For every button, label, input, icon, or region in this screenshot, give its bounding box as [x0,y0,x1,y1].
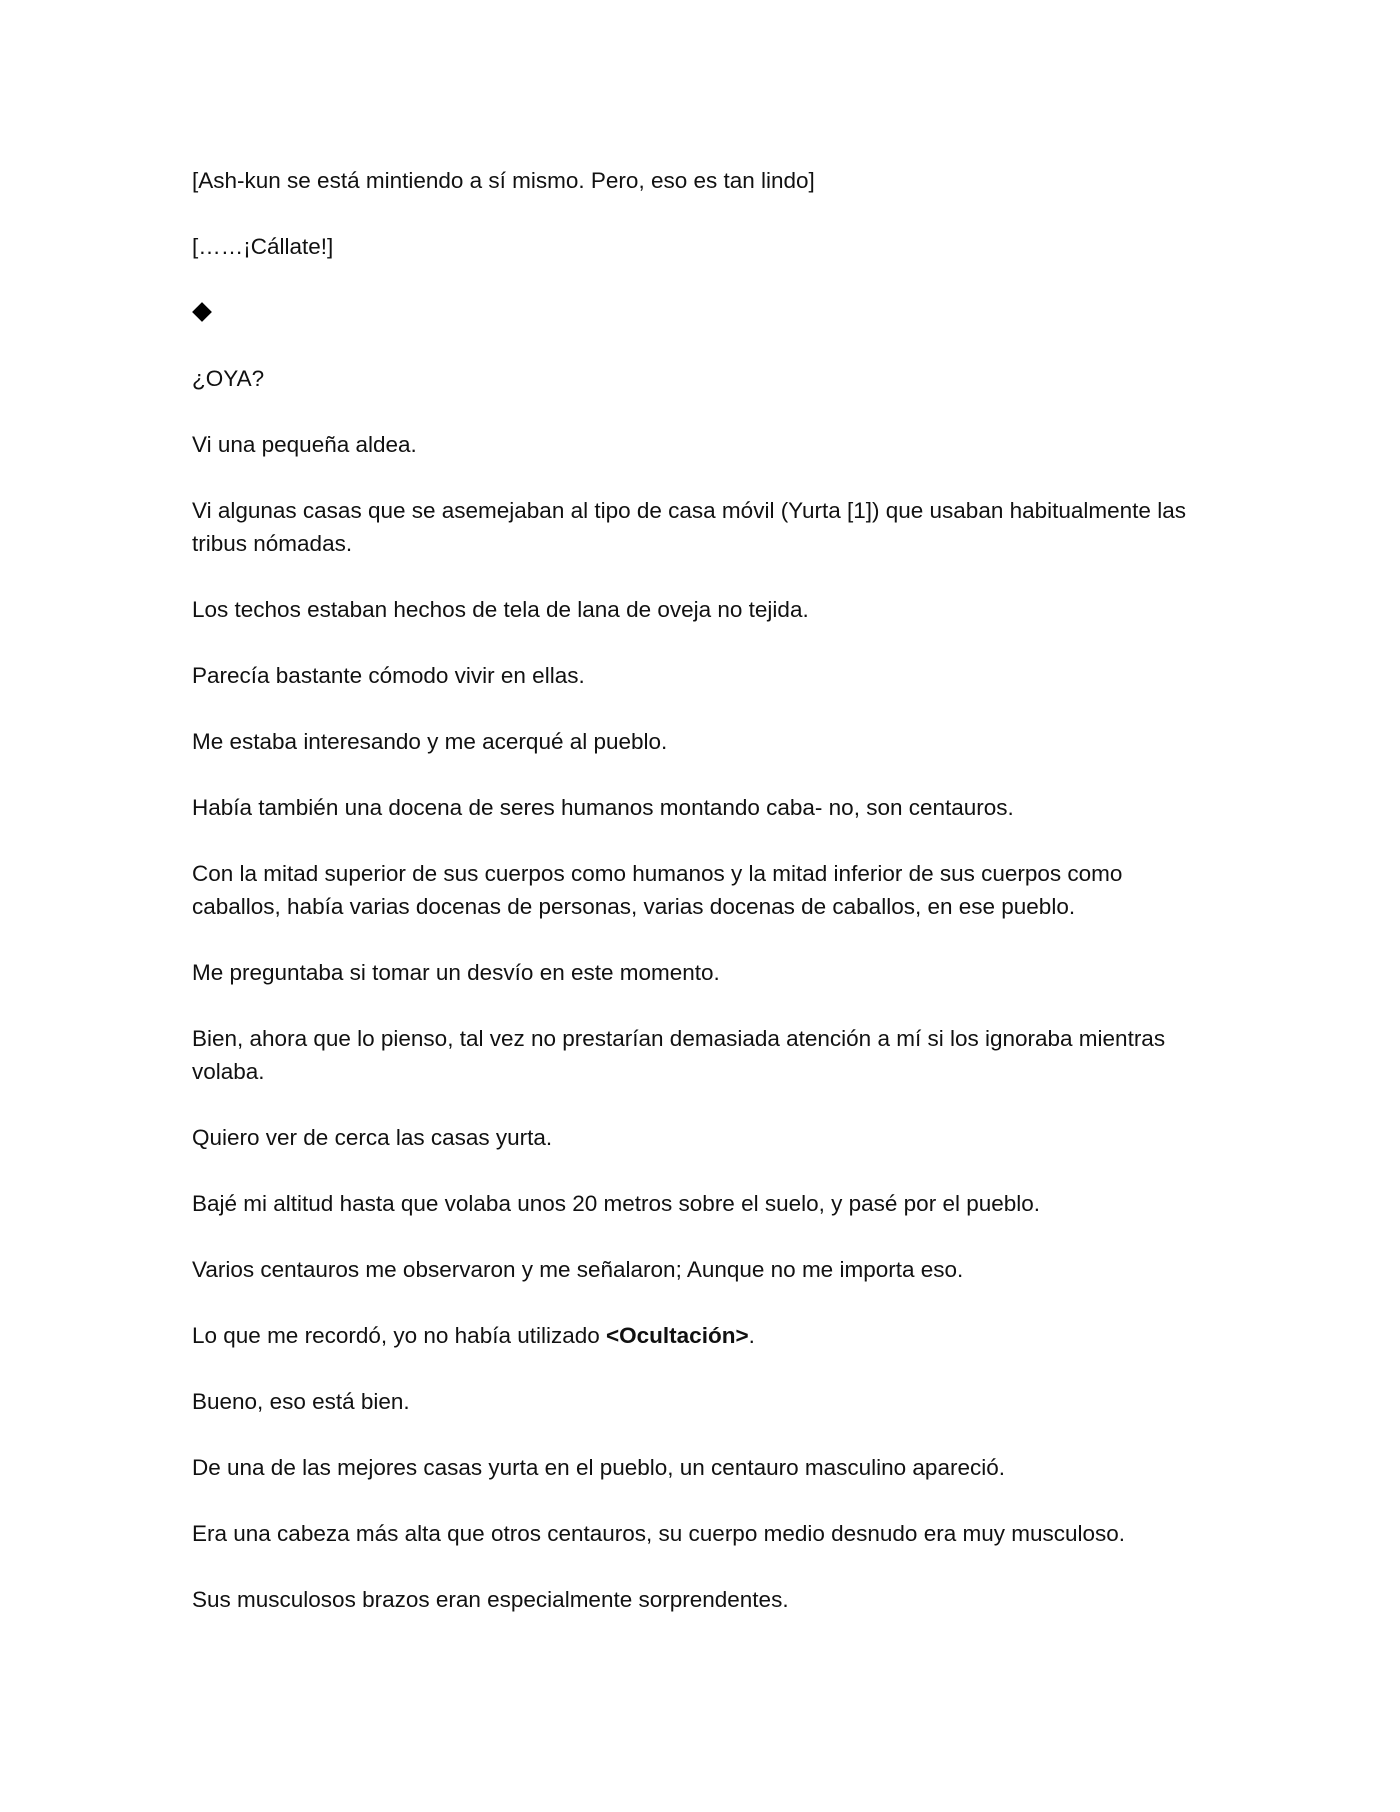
paragraph-7: Parecía bastante cómodo vivir en ellas. [192,663,585,688]
paragraph-12: Bien, ahora que lo pienso, tal vez no prestarían demasiada atención a mí si los ignoraba mientras volaba. [192,1026,1166,1084]
paragraph-9: Había también una docena de seres humanos montando caba- no, son centauros. [192,795,1014,820]
paragraph-16 [192,1319,1212,1352]
paragraph-20: Sus musculosos brazos eran especialmente sorprendentes. [192,1587,789,1612]
paragraph-14: Bajé mi altitud hasta que volaba unos 20 metros sobre el suelo, y pasé por el pueblo. [192,1191,1041,1216]
black-diamond-icon [192,302,212,322]
paragraph-3: ¿OYA? [192,366,265,391]
paragraph-6: Los techos estaban hechos de tela de lana de oveja no tejida. [192,597,809,622]
paragraph-10: Con la mitad superior de sus cuerpos como humanos y la mitad inferior de sus cuerpos como caballos, había varias docenas de personas, varias docenas de caballos, en ese pueblo. [192,861,1123,919]
skill-name: <Ocultación> [606,1323,749,1348]
paragraph-18: De una de las mejores casas yurta en el pueblo, un centauro masculino apareció. [192,1455,1005,1480]
paragraph-4: Vi una pequeña aldea. [192,432,417,457]
paragraph-13: Quiero ver de cerca las casas yurta. [192,1125,553,1150]
paragraph-8: Me estaba interesando y me acerqué al pueblo. [192,729,668,754]
paragraph-2: [……¡Cállate!] [192,234,334,259]
paragraph-5: Vi algunas casas que se asemejaban al tipo de casa móvil (Yurta [1]) que usaban habitualmente las tribus nómadas. [192,498,1186,556]
section-separator [192,296,1212,329]
paragraph-16-end: . [748,1323,755,1348]
paragraph-16-text: Lo que me recordó, yo no había utilizado [192,1323,607,1348]
document-body [192,164,1212,1649]
paragraph-1: [Ash-kun se está mintiendo a sí mismo. Pero, eso es tan lindo] [192,168,815,193]
paragraph-19: Era una cabeza más alta que otros centauros, su cuerpo medio desnudo era muy musculoso. [192,1521,1126,1546]
paragraph-15: Varios centauros me observaron y me señalaron; Aunque no me importa eso. [192,1257,964,1282]
paragraph-17: Bueno, eso está bien. [192,1389,410,1414]
paragraph-11: Me preguntaba si tomar un desvío en este momento. [192,960,720,985]
